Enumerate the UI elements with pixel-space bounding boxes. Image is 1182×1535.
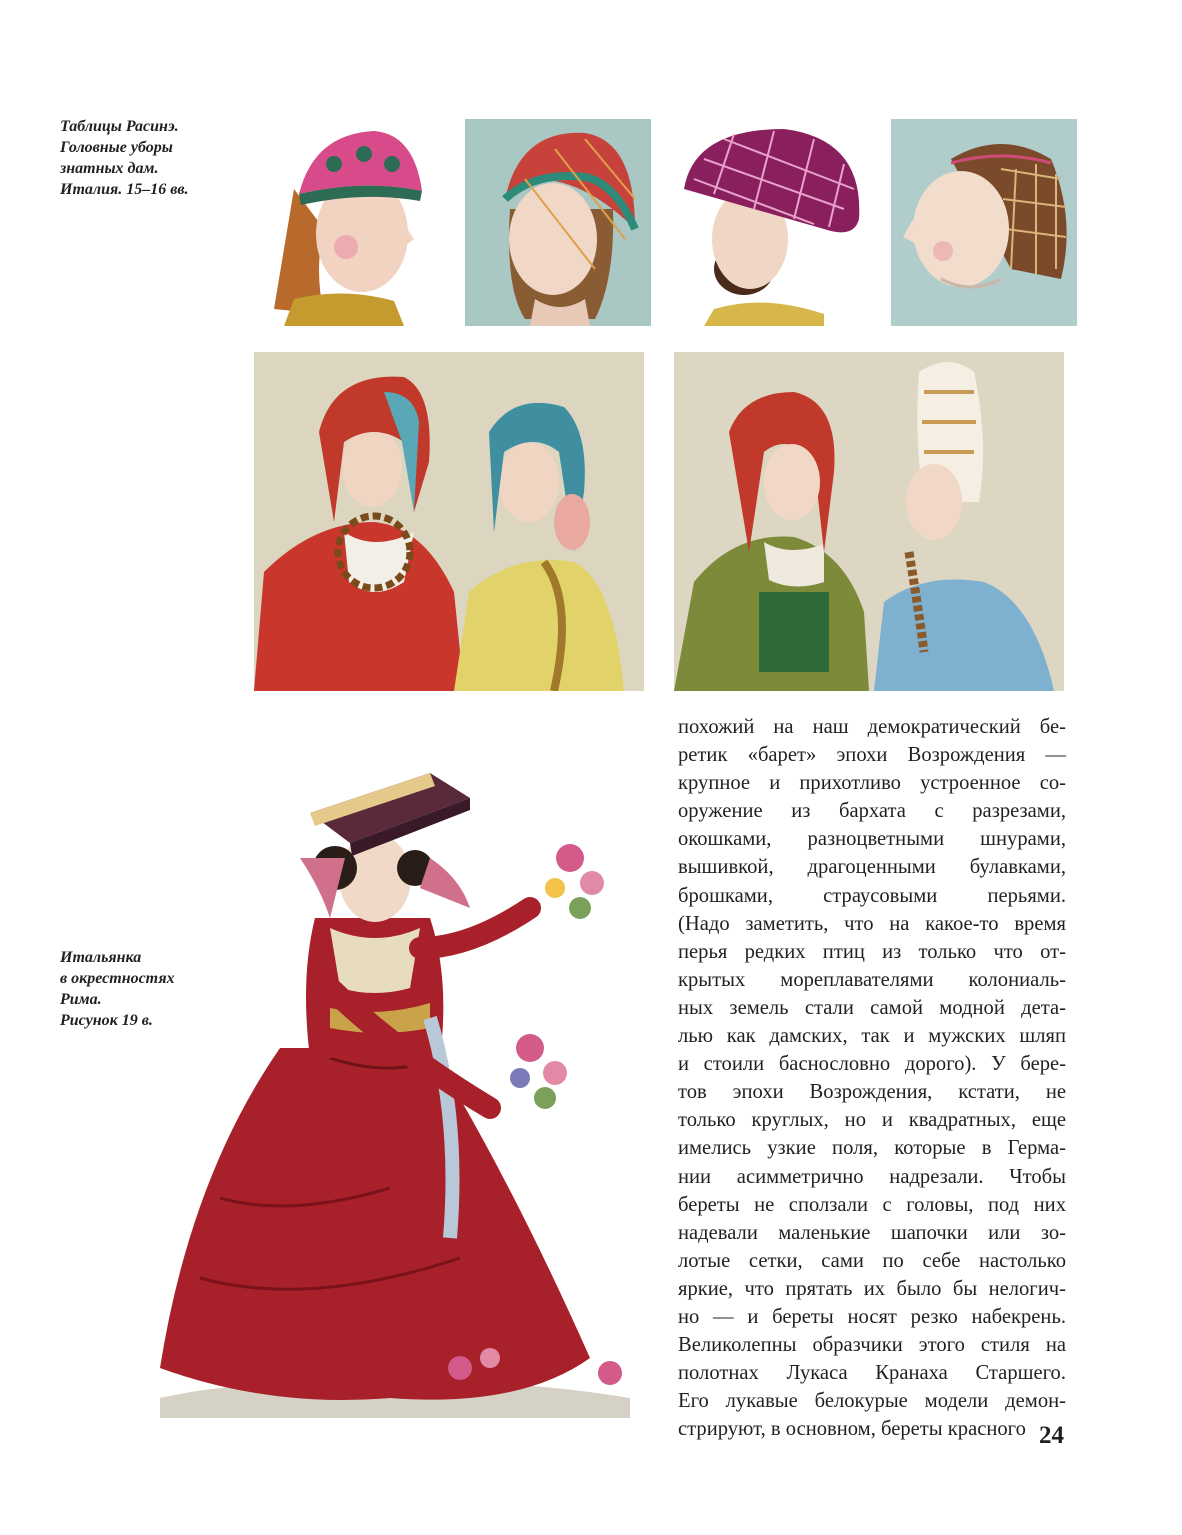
text-line: только круглых, но и квадратных, еще — [678, 1109, 1066, 1132]
text-line: нии асимметрично надрезали. Чтобы — [678, 1165, 1066, 1188]
caption-line: Рима. — [60, 991, 102, 1008]
text-line: яркие, что прятать их было бы нелогич- — [678, 1277, 1066, 1300]
caption-line: в окрестностях — [60, 970, 175, 987]
text-line: вышивкой, драгоценными булавками, — [678, 856, 1066, 879]
text-line: Великолепны образчики этого стиля на — [678, 1334, 1066, 1357]
text-line: береты не сползали с головы, под них — [678, 1193, 1066, 1216]
illustration-hair-net — [891, 119, 1077, 326]
caption-line: Италия. 15–16 вв. — [60, 181, 189, 198]
illustration-italian-woman — [130, 718, 650, 1418]
illustration-cap-profile — [254, 119, 440, 326]
text-line: крытых мореплавателями колониаль- — [678, 968, 1066, 991]
text-line: брошками, страусовыми перьями. — [678, 884, 1066, 907]
text-line: тов эпохи Возрождения, кстати, не — [678, 1081, 1066, 1104]
text-line: крупное и прихотливо устроенное со- — [678, 772, 1066, 795]
text-line: стрируют, в основном, береты красного — [678, 1418, 1026, 1441]
caption-hats — [60, 116, 260, 200]
illustration-two-women-veils — [674, 352, 1064, 691]
caption-line: Таблицы Расинэ. — [60, 118, 179, 135]
text-line: но — и береты носят резко набекрень. — [678, 1305, 1066, 1328]
text-line: лотые сетки, сами по себе настолько — [678, 1249, 1066, 1272]
text-line: окошками, разноцветными шнурами, — [678, 828, 1066, 851]
text-line: имелись узкие поля, которые в Герма- — [678, 1137, 1066, 1160]
body-text — [678, 713, 1066, 1443]
page-number: 24 — [1039, 1422, 1064, 1449]
text-line: перья редких птиц из только что от- — [678, 940, 1066, 963]
text-line: похожий на наш демократический бе- — [678, 716, 1066, 738]
text-line: и стоили баснословно дорого). У бере- — [678, 1053, 1066, 1076]
text-line: полотнах Лукаса Кранаха Старшего. — [678, 1362, 1066, 1385]
illustration-net-cap — [465, 119, 651, 326]
text-line: Его лукавые белокурые модели демон- — [678, 1390, 1066, 1413]
text-line: оружение из бархата с разрезами, — [678, 800, 1066, 823]
text-line: ретик «барет» эпохи Возрождения — — [678, 744, 1066, 767]
text-line: лью как дамских, так и мужских шляп — [678, 1025, 1066, 1048]
illustration-padded-hat — [674, 119, 860, 326]
text-line: надевали маленькие шапочки или зо- — [678, 1221, 1066, 1244]
caption-line: Итальянка — [60, 949, 142, 966]
caption-line: Головные уборы — [60, 139, 173, 156]
text-line: (Надо заметить, что на какое-то время — [678, 912, 1066, 935]
caption-line: знатных дам. — [60, 160, 159, 177]
illustration-two-women-hoods — [254, 352, 644, 691]
caption-line: Рисунок 19 в. — [60, 1012, 153, 1029]
text-line: ных земель стали самой модной дета- — [678, 996, 1066, 1019]
